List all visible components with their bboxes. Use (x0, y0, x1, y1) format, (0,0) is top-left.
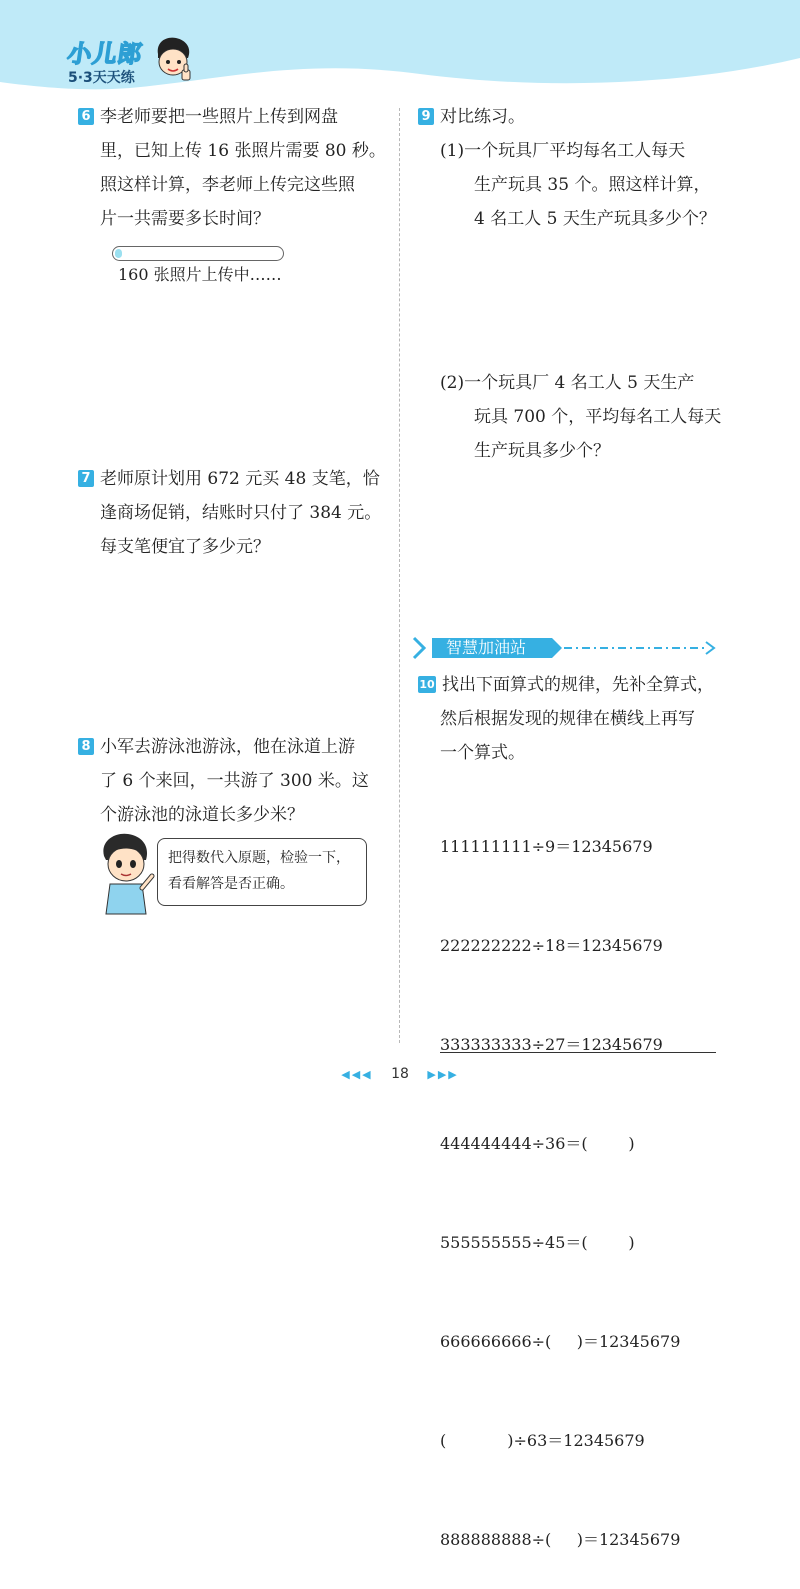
problem-line: 6 李老师要把一些照片上传到网盘 (78, 100, 386, 134)
problem-line: 玩具 700 个，平均每名工人每天 (474, 407, 722, 427)
page-footer (0, 1066, 800, 1082)
brand-subtitle: 5·3天天练 (68, 70, 135, 86)
problem-8 (78, 730, 369, 832)
hint-text: 把得数代入原题，检验一下， (168, 850, 350, 866)
problem-line: 8 小军去游泳池游泳，他在泳道上游 (78, 730, 369, 764)
section-header (412, 634, 722, 666)
problem-line: 每支笔便宜了多少元？ (100, 537, 270, 557)
problem-line: 里，已知上传 16 张照片需要 80 秒。 (100, 141, 386, 161)
problem-line: 一个算式。 (440, 743, 525, 763)
problem-line: 片一共需要多长时间？ (100, 209, 270, 229)
problem-6 (78, 100, 386, 236)
mascot-thumbs-up-icon (152, 36, 194, 84)
problem-line: 了 6 个来回，一共游了 300 米。这 (100, 771, 369, 791)
problem-line: 照这样计算，李老师上传完这些照 (100, 175, 355, 195)
problem-line: 9 对比练习。 (418, 100, 716, 134)
problem-line: 4 名工人 5 天生产玩具多少个？ (474, 209, 716, 229)
boy-character-icon (96, 832, 156, 922)
equation-list (440, 764, 680, 1589)
equation: 555555555÷45＝( ) (440, 1233, 635, 1252)
equation: 666666666÷( )＝12345679 (440, 1332, 681, 1351)
equation: 333333333÷27＝12345679 (440, 1035, 663, 1054)
upload-progress-fill (115, 249, 122, 258)
problem-number-badge: 6 (78, 108, 94, 125)
column-divider (399, 108, 400, 1043)
problem-9-part-2 (440, 366, 721, 468)
problem-number-badge: 10 (419, 678, 435, 691)
equation: 444444444÷36＝( ) (440, 1134, 635, 1153)
hint-text: 看看解答是否正确。 (168, 876, 294, 892)
hint-speech-bubble (157, 838, 367, 906)
upload-progress-bar (112, 246, 284, 261)
problem-line: 10 找出下面算式的规律，先补全算式， (419, 675, 714, 695)
next-arrows-icon: ▶▶▶ (427, 1068, 459, 1081)
answer-blank-line[interactable] (440, 1052, 716, 1053)
problem-10 (418, 668, 714, 770)
problem-7 (78, 462, 381, 564)
problem-number-badge: 8 (78, 738, 94, 755)
problem-number-badge: 7 (78, 470, 94, 487)
page-number: 18 (391, 1066, 409, 1082)
problem-line: 然后根据发现的规律在横线上再写 (440, 709, 695, 729)
equation: ( )÷63＝12345679 (440, 1431, 645, 1450)
problem-line: 逢商场促销，结账时只付了 384 元。 (100, 503, 382, 523)
equation: 222222222÷18＝12345679 (440, 936, 663, 955)
equation: 111111111÷9＝12345679 (440, 837, 653, 856)
problem-line: 7 老师原计划用 672 元买 48 支笔，恰 (78, 462, 381, 496)
problem-line: 生产玩具多少个？ (474, 441, 610, 461)
problem-line: (1)一个玩具厂平均每名工人每天 (440, 141, 686, 161)
brand-name: 小儿郎 (65, 40, 145, 68)
brand-logo (65, 34, 145, 87)
problem-9 (418, 100, 716, 236)
prev-arrows-icon: ◀◀◀ (341, 1068, 373, 1081)
equation: 888888888÷( )＝12345679 (440, 1530, 681, 1549)
problem-line: (2)一个玩具厂 4 名工人 5 天生产 (440, 373, 695, 393)
problem-line: 个游泳池的泳道长多少米？ (100, 805, 304, 825)
problem-number-badge: 9 (418, 108, 434, 125)
upload-progress-text: 160 张照片上传中…… (118, 265, 282, 284)
section-title: 智慧加油站 (446, 638, 527, 657)
problem-line: 生产玩具 35 个。照这样计算， (474, 175, 711, 195)
